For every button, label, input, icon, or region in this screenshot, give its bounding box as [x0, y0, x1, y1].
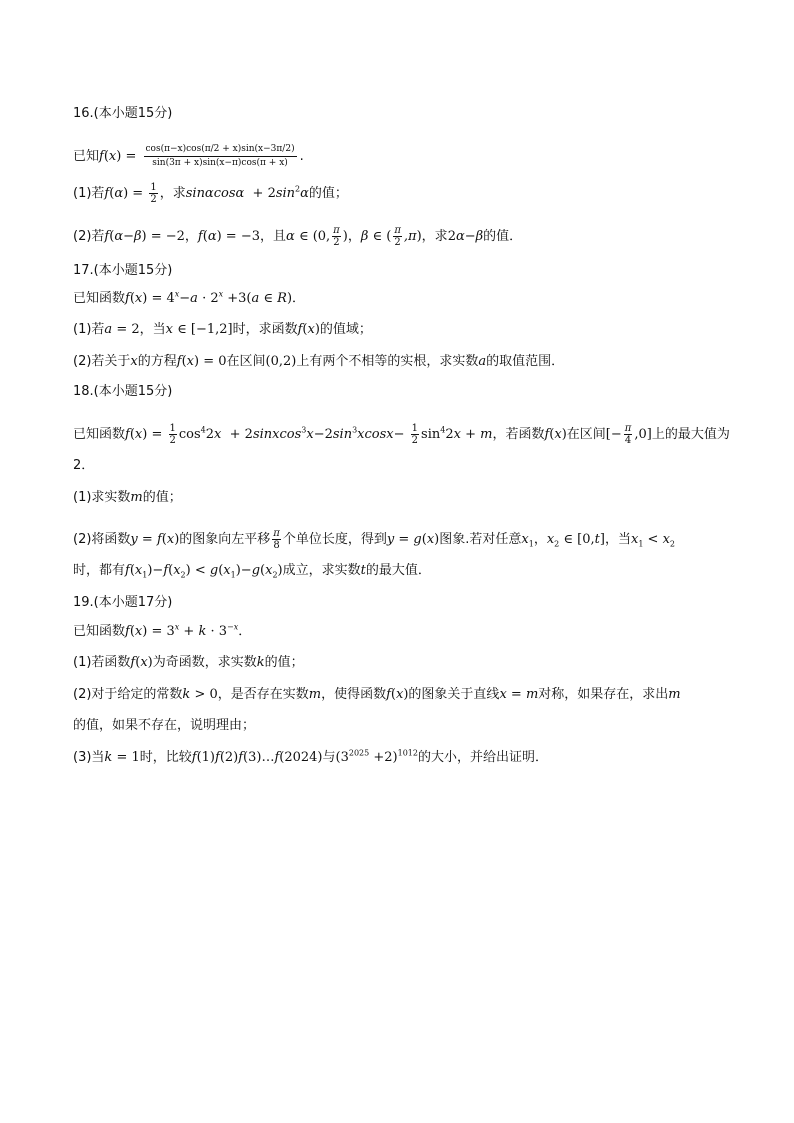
p16-fraction: $\frac{\cos(\pi-x)\cos(\pi/2 + x)\sin(x-3\pi/2)}{\sin(3\pi + x)\sin(x-\pi)\cos(\pi + x)}$ — [145, 144, 295, 168]
problem-19-stem: 已知函数$f(x) = 3^x + k \cdot 3^{-x}$． — [73, 622, 252, 639]
problem-17-stem: 已知函数$f(x) = 4^x-a \cdot 2^x +3(a$ ∈ R)． — [73, 289, 306, 306]
func-name: f — [99, 149, 104, 164]
problem-19-header: 19.(本小题17分) — [73, 595, 173, 610]
problem-17-part-1: (1)若a = 2，当x ∈ [−1,2]时，求函数f(x)的值域； — [73, 322, 372, 337]
problem-16-header: 16.(本小题15分) — [73, 106, 173, 121]
problem-19-part-2: (2)对于给定的常数k > 0，是否存在实数m，使得函数f(x)的图象关于直线x = m对称，如果存在，求出m — [73, 687, 681, 702]
problem-18-stem-cont: 2． — [73, 458, 95, 473]
stem-prefix: 已知 — [73, 149, 100, 164]
problem-19-part-2-cont: 的值，如果不存在，说明理由； — [73, 718, 256, 733]
problem-19-part-3: (3)当k = 1时，比较f(1)f(2)f(3)…f(2024)与$(3^{2025} +2)^{1012}$的大小，并给出证明． — [73, 748, 548, 765]
problem-19-part-1: (1)若函数f(x)为奇函数，求实数k的值； — [73, 655, 304, 670]
problem-16-part-2: (2)若f(α−β) = −2，f(α) = −3，且α ∈ (0, $\frac{\pi}{2}$ )，β ∈ ( $\frac{\pi}{2}$ ,π)，求2α−β的值． — [73, 225, 523, 248]
problem-17-part-2: (2)若关于x的方程f(x) = 0在区间(0,2)上有两个不相等的实根，求实数a的取值范围． — [73, 354, 565, 369]
problem-16-stem: 已知f(x) = $\frac{\cos(\pi-x)\cos(\pi/2 + x)\sin(x-3\pi/2)}{\sin(3\pi + x)\sin(x-\pi)\cos(\pi + x)}$ . — [73, 144, 304, 168]
problem-18-part-2: (2)将函数y = f(x)的图象向左平移 $\frac{\pi}{8}$ 个单位长度，得到y = g(x)图象.若对任意$x_1$，$x_2$ ∈ [0,t]，当$x_1 < x_2$ — [73, 528, 676, 551]
problem-18-part-1: (1)求实数m的值； — [73, 490, 182, 505]
problem-18-stem: 已知函数f(x) = $\frac{1}{2}$ $\cos^42x$ + $2sinxcos^3x-2\sin^3xcosx-$ $\frac{1}{2}$ $\sin^42x + m$，若函数f(x)在区间[− $\frac{\pi}{4}$ ,0]上的最大值为 — [73, 423, 730, 446]
problem-17-header: 17.(本小题15分) — [73, 263, 173, 278]
problem-18-part-2-cont: 时，都有$f(x_1)-f(x_2) < g(x_1)-g(x_2)$成立，求实数t的最大值． — [73, 563, 431, 580]
problem-16-part-1: (1)若f(α) = $\frac{1}{2}$ ，求$\sin\alpha\cos\alpha + 2\sin^2\alpha$的值； — [73, 182, 348, 205]
problem-18-header: 18.(本小题15分) — [73, 384, 173, 399]
